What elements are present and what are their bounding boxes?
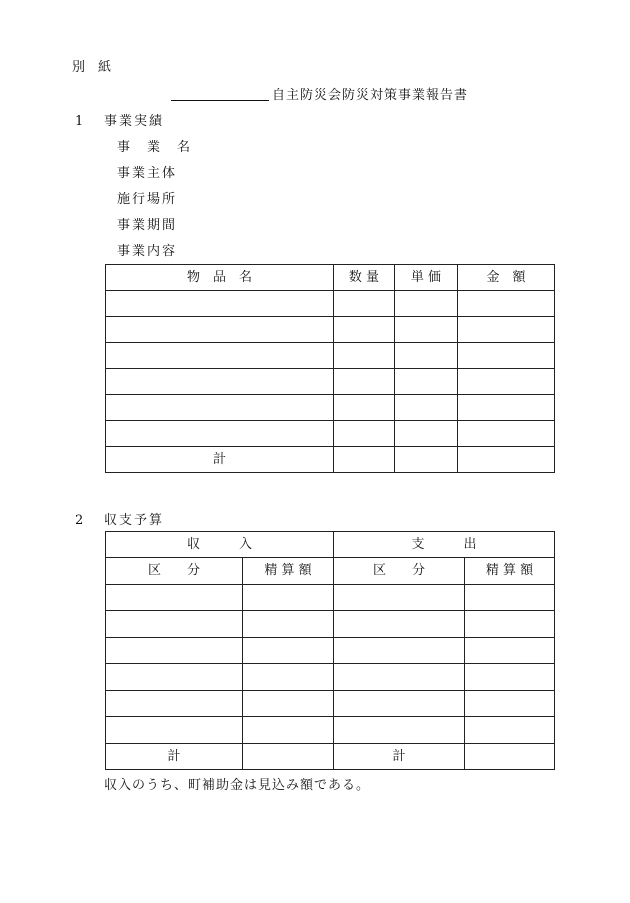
amount-cell[interactable] xyxy=(458,317,555,343)
income-header: 収 入 xyxy=(106,532,334,558)
expense-category-cell[interactable] xyxy=(334,638,465,664)
income-category-cell[interactable] xyxy=(106,638,243,664)
header-quantity: 数 量 xyxy=(334,265,395,291)
org-name-blank-line xyxy=(171,100,269,101)
unit-price-cell[interactable] xyxy=(395,395,458,421)
total-quantity-cell[interactable] xyxy=(334,447,395,473)
quantity-cell[interactable] xyxy=(334,369,395,395)
item-name-cell[interactable] xyxy=(106,395,334,421)
document-title: 自主防災会防災対策事業報告書 xyxy=(272,88,469,103)
table-row xyxy=(106,664,555,691)
header-unit-price: 単 価 xyxy=(395,265,458,291)
budget-header-row xyxy=(106,532,555,558)
expense-category-cell[interactable] xyxy=(334,717,465,744)
budget-total-row xyxy=(106,744,555,770)
quantity-cell[interactable] xyxy=(334,421,395,447)
expense-category-cell[interactable] xyxy=(334,691,465,717)
amount-cell[interactable] xyxy=(458,395,555,421)
field-project-name: 事 業 名 xyxy=(117,140,193,155)
budget-note: 収入のうち、町補助金は見込み額である。 xyxy=(104,778,371,793)
expense-amount-cell[interactable] xyxy=(465,638,555,664)
amount-cell[interactable] xyxy=(458,291,555,317)
table-row xyxy=(106,585,555,611)
expense-amount-cell[interactable] xyxy=(465,717,555,744)
budget-subheader-row xyxy=(106,558,555,585)
section2-heading: 収支予算 xyxy=(104,513,165,528)
section1-number: 1 xyxy=(75,114,84,129)
income-amount-cell[interactable] xyxy=(243,717,334,744)
table-row xyxy=(106,369,555,395)
expense-category-header: 区 分 xyxy=(334,558,465,585)
items-table xyxy=(105,264,555,473)
items-total-label: 計 xyxy=(106,447,334,473)
expense-amount-cell[interactable] xyxy=(465,585,555,611)
table-row xyxy=(106,343,555,369)
expense-category-cell[interactable] xyxy=(334,611,465,638)
expense-header: 支 出 xyxy=(334,532,555,558)
table-row xyxy=(106,691,555,717)
income-amount-cell[interactable] xyxy=(243,664,334,691)
total-unit-price-cell[interactable] xyxy=(395,447,458,473)
income-amount-cell[interactable] xyxy=(243,691,334,717)
quantity-cell[interactable] xyxy=(334,317,395,343)
quantity-cell[interactable] xyxy=(334,343,395,369)
field-project-entity: 事業主体 xyxy=(117,166,178,181)
unit-price-cell[interactable] xyxy=(395,421,458,447)
items-total-row xyxy=(106,447,555,473)
expense-category-cell[interactable] xyxy=(334,664,465,691)
items-table-header-row xyxy=(106,265,555,291)
item-name-cell[interactable] xyxy=(106,421,334,447)
table-row xyxy=(106,611,555,638)
budget-table xyxy=(105,531,555,770)
unit-price-cell[interactable] xyxy=(395,317,458,343)
section2-number: 2 xyxy=(75,513,84,528)
income-category-cell[interactable] xyxy=(106,585,243,611)
expense-total-amount-cell[interactable] xyxy=(465,744,555,770)
expense-total-label: 計 xyxy=(334,744,465,770)
table-row xyxy=(106,317,555,343)
unit-price-cell[interactable] xyxy=(395,343,458,369)
table-row xyxy=(106,291,555,317)
expense-amount-cell[interactable] xyxy=(465,691,555,717)
item-name-cell[interactable] xyxy=(106,291,334,317)
item-name-cell[interactable] xyxy=(106,369,334,395)
amount-cell[interactable] xyxy=(458,421,555,447)
item-name-cell[interactable] xyxy=(106,343,334,369)
expense-category-cell[interactable] xyxy=(334,585,465,611)
unit-price-cell[interactable] xyxy=(395,369,458,395)
amount-cell[interactable] xyxy=(458,369,555,395)
total-amount-cell[interactable] xyxy=(458,447,555,473)
income-category-cell[interactable] xyxy=(106,691,243,717)
income-amount-cell[interactable] xyxy=(243,611,334,638)
attachment-label: 別 紙 xyxy=(72,60,112,75)
header-amount: 金 額 xyxy=(458,265,555,291)
quantity-cell[interactable] xyxy=(334,291,395,317)
income-amount-cell[interactable] xyxy=(243,585,334,611)
field-project-period: 事業期間 xyxy=(117,218,178,233)
income-category-cell[interactable] xyxy=(106,664,243,691)
expense-amount-header: 精 算 額 xyxy=(465,558,555,585)
header-item-name: 物 品 名 xyxy=(106,265,334,291)
income-total-amount-cell[interactable] xyxy=(243,744,334,770)
amount-cell[interactable] xyxy=(458,343,555,369)
income-amount-header: 精 算 額 xyxy=(243,558,334,585)
item-name-cell[interactable] xyxy=(106,317,334,343)
income-category-cell[interactable] xyxy=(106,717,243,744)
income-amount-cell[interactable] xyxy=(243,638,334,664)
income-category-header: 区 分 xyxy=(106,558,243,585)
income-total-label: 計 xyxy=(106,744,243,770)
income-category-cell[interactable] xyxy=(106,611,243,638)
field-project-content: 事業内容 xyxy=(117,244,178,259)
quantity-cell[interactable] xyxy=(334,395,395,421)
expense-amount-cell[interactable] xyxy=(465,611,555,638)
expense-amount-cell[interactable] xyxy=(465,664,555,691)
field-project-location: 施行場所 xyxy=(117,192,178,207)
table-row xyxy=(106,638,555,664)
unit-price-cell[interactable] xyxy=(395,291,458,317)
table-row xyxy=(106,717,555,744)
table-row xyxy=(106,421,555,447)
section1-heading: 事業実績 xyxy=(104,114,165,129)
table-row xyxy=(106,395,555,421)
